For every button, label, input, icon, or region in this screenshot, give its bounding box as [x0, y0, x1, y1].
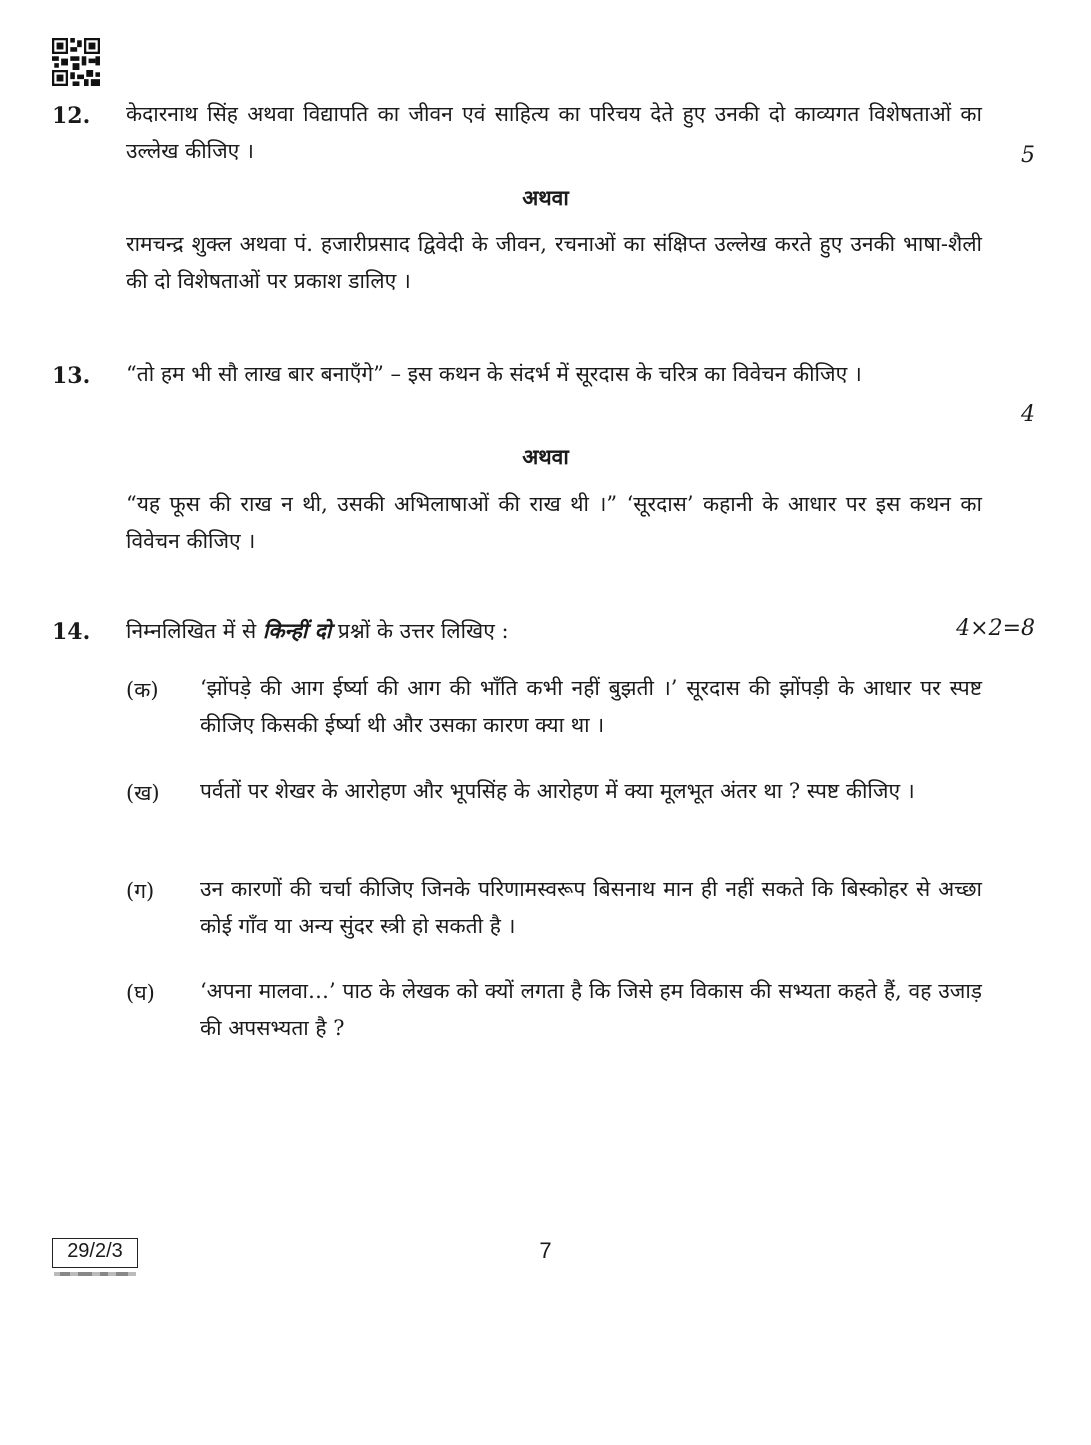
question-12-text: केदारनाथ सिंह अथवा विद्यापति का जीवन एवं साहित्य का परिचय देते हुए उनकी दो काव्यगत विशेषताओं का उल्लेख कीजिए । [126, 102, 982, 163]
question-12-alternative-text: रामचन्द्र शुक्ल अथवा पं. हजारीप्रसाद द्विवेदी के जीवन, रचनाओं का संक्षिप्त उल्लेख करते हुए उनकी भाषा-शैली की दो विशेषताओं पर प्रकाश डालिए । [126, 232, 982, 293]
sub-question-ga-text: उन कारणों की चर्चा कीजिए जिनके परिणामस्वरूप बिसनाथ मान ही नहीं सकते कि बिस्कोहर से अच्छा कोई गाँव या अन्य सुंदर स्त्री हो सकती है । [200, 877, 982, 938]
question-13-or-label: अथवा [522, 444, 569, 469]
question-14-instruction [126, 612, 886, 650]
sub-question-gha-label: (घ) [126, 981, 155, 1005]
sub-question-ga-label: (ग) [126, 879, 155, 903]
sub-question-kha-text: पर्वतों पर शेखर के आरोहण और भूपसिंह के आरोहण में क्या मूलभूत अंतर था ? स्पष्ट कीजिए । [200, 779, 915, 803]
sub-question-ka-text: ‘झोंपड़े की आग ईर्ष्या की आग की भाँति कभी नहीं बुझती ।’ सूरदास की झोंपड़ी के आधार पर स्पष्ट कीजिए किसकी ईर्ष्या थी और उसका कारण क्या था । [200, 676, 982, 737]
sub-question-kha-label: (ख) [126, 781, 160, 805]
question-14-instruction-after: प्रश्नों के उत्तर लिखिए : [337, 619, 509, 643]
question-14-marks: 4×2=8 [956, 616, 1035, 641]
question-13-alternative-text: “यह फूस की राख न थी, उसकी अभिलाषाओं की राख थी ।” ‘सूरदास’ कहानी के आधार पर इस कथन का विवेचन कीजिए । [126, 492, 982, 553]
barcode-strip-icon [54, 1271, 136, 1277]
question-13-marks: 4 [1021, 402, 1035, 427]
question-14-instruction-emphasis: किन्हीं दो [262, 618, 332, 643]
sub-question-ka-label: (क) [126, 678, 159, 702]
question-14-instruction-before: निम्नलिखित में से [126, 619, 257, 643]
sub-question-gha-text: ‘अपना मालवा…’ पाठ के लेखक को क्यों लगता है कि जिसे हम विकास की सभ्यता कहते हैं, वह उजाड़ की अपसभ्यता है ? [200, 979, 982, 1040]
question-13-number: 13. [52, 363, 91, 389]
question-14-number: 14. [52, 619, 91, 645]
paper-code-box: 29/2/3 [52, 1238, 138, 1268]
page-number: 7 [539, 1238, 552, 1263]
question-12-or-label: अथवा [522, 185, 569, 210]
question-12-marks: 5 [1021, 143, 1035, 168]
question-12-number: 12. [52, 103, 91, 129]
question-13-text: “तो हम भी सौ लाख बार बनाएँगे” – इस कथन के संदर्भ में सूरदास के चरित्र का विवेचन कीजिए । [126, 362, 862, 386]
qr-code-icon [52, 38, 100, 86]
